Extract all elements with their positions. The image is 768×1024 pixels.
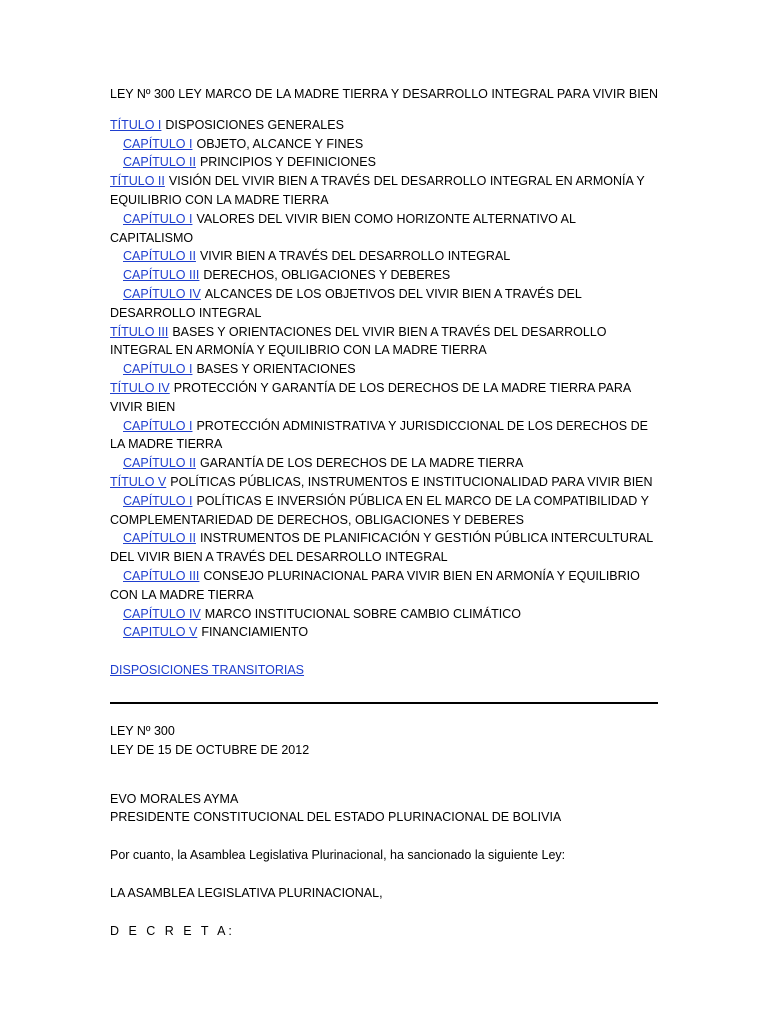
- toc-entry-capitulo: [110, 529, 660, 567]
- capitulo-link[interactable]: CAPÍTULO IV: [123, 286, 201, 301]
- toc-heading-text: INSTRUMENTOS DE PLANIFICACIÓN Y GESTIÓN PÚBLICA INTERCULTURAL DEL VIVIR BIEN A TRAVÉS DEL DESARROLLO INTEGRAL: [110, 531, 653, 565]
- decreta-text: D E C R E T A:: [110, 923, 235, 938]
- toc-entry-capitulo: [110, 135, 660, 154]
- toc-heading-text: DISPOSICIONES GENERALES: [165, 117, 344, 132]
- titulo-link[interactable]: TÍTULO III: [110, 324, 169, 339]
- horizontal-divider: [110, 702, 658, 704]
- toc-entry-capitulo: [110, 266, 660, 285]
- toc-entry-capitulo: [110, 492, 660, 530]
- toc-entry-titulo: [110, 116, 660, 135]
- law-date: LEY DE 15 DE OCTUBRE DE 2012: [110, 742, 310, 757]
- toc-heading-text: OBJETO, ALCANCE Y FINES: [196, 136, 364, 151]
- toc-entry-capitulo: [110, 210, 660, 248]
- toc-entry-titulo: [110, 379, 660, 417]
- toc-heading-text: PROTECCIÓN ADMINISTRATIVA Y JURISDICCIONAL DE LOS DERECHOS DE LA MADRE TIERRA: [110, 418, 648, 452]
- president-title: PRESIDENTE CONSTITUCIONAL DEL ESTADO PLURINACIONAL DE BOLIVIA: [110, 810, 562, 825]
- toc-entry-capitulo: [110, 285, 660, 323]
- capitulo-link[interactable]: CAPÍTULO I: [123, 211, 193, 226]
- toc-entry-capitulo: [110, 454, 660, 473]
- toc-entry-capitulo: [110, 623, 660, 642]
- preamble-text: Por cuanto, la Asamblea Legislativa Plurinacional, ha sancionado la siguiente Ley:: [110, 848, 566, 863]
- capitulo-link[interactable]: CAPÍTULO IV: [123, 606, 201, 621]
- toc-heading-text: MARCO INSTITUCIONAL SOBRE CAMBIO CLIMÁTICO: [204, 606, 522, 621]
- toc-heading-text: DERECHOS, OBLIGACIONES Y DEBERES: [203, 268, 451, 283]
- president-name: EVO MORALES AYMA: [110, 791, 239, 806]
- capitulo-link[interactable]: CAPÍTULO II: [123, 456, 196, 471]
- toc-heading-text: POLÍTICAS PÚBLICAS, INSTRUMENTOS E INSTITUCIONALIDAD PARA VIVIR BIEN: [170, 474, 653, 489]
- capitulo-link[interactable]: CAPÍTULO I: [123, 136, 193, 151]
- toc-heading-text: GARANTÍA DE LOS DERECHOS DE LA MADRE TIERRA: [199, 456, 524, 471]
- titulo-link[interactable]: TÍTULO IV: [110, 380, 170, 395]
- titulo-link[interactable]: TÍTULO I: [110, 117, 162, 132]
- capitulo-link[interactable]: CAPÍTULO I: [123, 493, 193, 508]
- toc-heading-text: VISIÓN DEL VIVIR BIEN A TRAVÉS DEL DESARROLLO INTEGRAL EN ARMONÍA Y EQUILIBRIO CON LA MADRE TIERRA: [110, 174, 645, 207]
- law-number: LEY Nº 300: [110, 723, 175, 738]
- document-title: LEY Nº 300 LEY MARCO DE LA MADRE TIERRA Y DESARROLLO INTEGRAL PARA VIVIR BIEN: [110, 87, 659, 101]
- toc-entry-transitorias: [110, 661, 660, 680]
- capitulo-link[interactable]: CAPÍTULO III: [123, 268, 200, 283]
- capitulo-link[interactable]: CAPÍTULO II: [123, 249, 196, 264]
- toc-entry-capitulo: [110, 605, 660, 624]
- toc-heading-text: FINANCIAMIENTO: [201, 625, 309, 640]
- toc-entry-capitulo: [110, 567, 660, 605]
- capitulo-link[interactable]: CAPÍTULO I: [123, 362, 193, 377]
- disposiciones-transitorias-link[interactable]: DISPOSICIONES TRANSITORIAS: [110, 663, 305, 678]
- toc-heading-text: BASES Y ORIENTACIONES DEL VIVIR BIEN A TRAVÉS DEL DESARROLLO INTEGRAL EN ARMONÍA Y EQUILIBRIO CON LA MADRE TIERRA: [110, 324, 607, 358]
- toc-entry-capitulo: [110, 360, 660, 379]
- capitulo-link[interactable]: CAPÍTULO III: [123, 568, 200, 583]
- capitulo-link[interactable]: CAPÍTULO I: [123, 418, 193, 433]
- toc-heading-text: PRINCIPIOS Y DEFINICIONES: [199, 155, 376, 170]
- toc-heading-text: ALCANCES DE LOS OBJETIVOS DEL VIVIR BIEN A TRAVÉS DEL DESARROLLO INTEGRAL: [110, 286, 582, 320]
- toc-heading-text: BASES Y ORIENTACIONES: [196, 362, 356, 377]
- toc-heading-text: POLÍTICAS E INVERSIÓN PÚBLICA EN EL MARCO DE LA COMPATIBILIDAD Y COMPLEMENTARIEDAD DE DERECHOS, OBLIGACIONES Y DEBERES: [110, 493, 649, 527]
- toc-entry-titulo: [110, 323, 660, 361]
- document-content: [110, 85, 660, 940]
- toc-entry-capitulo: [110, 247, 660, 266]
- capitulo-link[interactable]: CAPÍTULO II: [123, 531, 196, 546]
- toc-heading-text: VALORES DEL VIVIR BIEN COMO HORIZONTE ALTERNATIVO AL CAPITALISMO: [110, 211, 576, 245]
- toc-entry-capitulo: [110, 417, 660, 455]
- titulo-link[interactable]: TÍTULO V: [110, 474, 167, 489]
- toc-entry-titulo: [110, 172, 660, 210]
- capitulo-link[interactable]: CAPITULO V: [123, 625, 198, 640]
- toc-entry-capitulo: [110, 153, 660, 172]
- titulo-link[interactable]: TÍTULO II: [110, 174, 165, 189]
- toc-heading-text: CONSEJO PLURINACIONAL PARA VIVIR BIEN EN ARMONÍA Y EQUILIBRIO CON LA MADRE TIERRA: [110, 568, 640, 602]
- toc-entry-titulo: [110, 473, 660, 492]
- capitulo-link[interactable]: CAPÍTULO II: [123, 155, 196, 170]
- table-of-contents: [110, 116, 660, 642]
- toc-heading-text: VIVIR BIEN A TRAVÉS DEL DESARROLLO INTEGRAL: [199, 249, 511, 264]
- toc-heading-text: PROTECCIÓN Y GARANTÍA DE LOS DERECHOS DE LA MADRE TIERRA PARA VIVIR BIEN: [110, 380, 631, 414]
- assembly-text: LA ASAMBLEA LEGISLATIVA PLURINACIONAL,: [110, 885, 383, 900]
